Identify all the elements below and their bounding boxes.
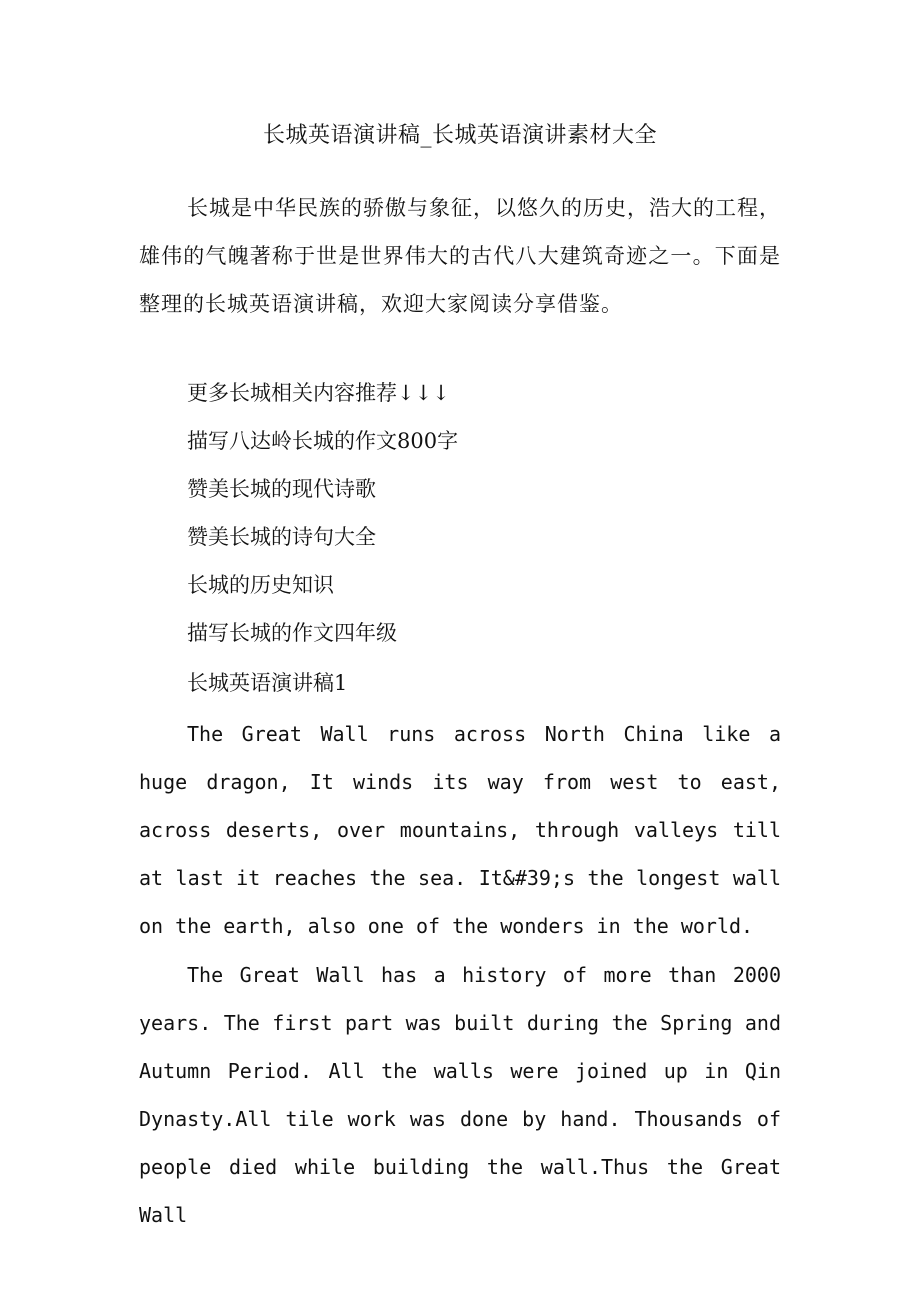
page-title: 长城英语演讲稿_长城英语演讲素材大全 [262, 123, 657, 148]
related-link[interactable]: 描写长城的作文四年级 [187, 621, 397, 645]
intro-paragraph: 长城是中华民族的骄傲与象征，以悠久的历史，浩大的工程，雄伟的气魄著称于世是世界伟大的古代八大建筑奇迹之一。下面是整理的长城英语演讲稿，欢迎大家阅读分享借鉴。 [139, 196, 781, 316]
body-paragraph: The Great Wall runs across North China like a huge dragon, It winds its way from west to east, across deserts, over mountains, through valleys till at last it reaches the sea. It&#39;s the longest wall on the earth, also one of the wonders in the world. [139, 722, 781, 938]
related-link-item[interactable] [187, 561, 787, 609]
related-link[interactable]: 长城的历史知识 [187, 573, 334, 597]
related-link-item[interactable] [187, 609, 787, 657]
related-link[interactable]: 描写八达岭长城的作文800字 [187, 429, 459, 453]
body-paragraph: The Great Wall has a history of more than 2000 years. The first part was built during the Spring and Autumn Period. All the walls were joined up in Qin Dynasty.All tile work was done by hand. Thousands of people died while building the wall.Thus the Great Wall [139, 963, 781, 1227]
related-link-item[interactable] [187, 465, 787, 513]
related-header: 更多长城相关内容推荐↓↓↓ [187, 381, 450, 405]
related-links-list [187, 369, 787, 657]
related-link[interactable]: 赞美长城的诗句大全 [187, 525, 376, 549]
related-link-item[interactable] [187, 513, 787, 561]
related-link[interactable]: 赞美长城的现代诗歌 [187, 477, 376, 501]
section-heading: 长城英语演讲稿1 [187, 671, 348, 695]
related-link-item[interactable] [187, 417, 787, 465]
